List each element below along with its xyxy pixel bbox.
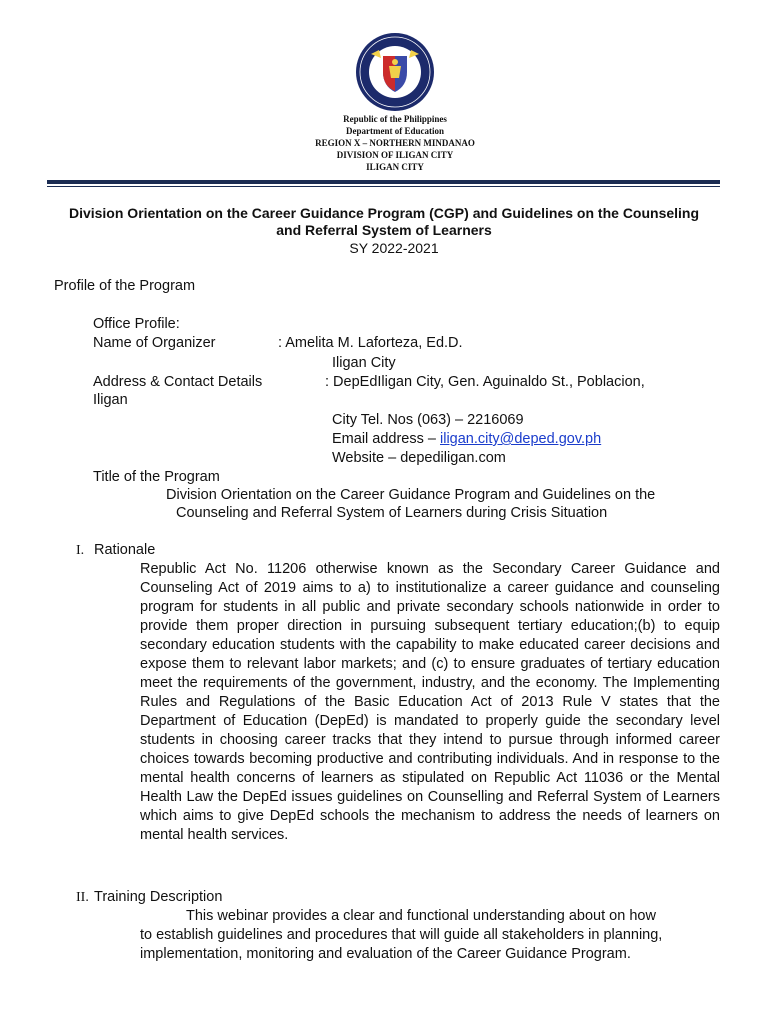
rationale-paragraph: Republic Act No. 11206 otherwise known as the Secondary Career Guidance and Counseling Act of 2019 aims to a) to institutionalize a career guidance and counseling program for students in all public and private secondary schools nationwide in order to provide them proper direction in pursuing subsequent tertiary education;(b) to equip secondary education students with the capability to make educated career decisions and expose them to relevant labor markets; and (c) to ensure graduates of tertiary education meet the requirements of the government, industry, and the economy. The Implementing Rules and Regulations of the Basic Education Act of 2013 Rule V states that the Department of Education (DepEd) is mandated to properly guide the secondary level students in choosing career tracks that they intend to pursue through informed career choices towards becoming productive and contributing individuals. And in response to the mental health concerns of learners as stipulated on Republic Act 11036 or the Mental Health Law the DepEd issues guidelines on Counselling and Referral System of Learners which aims to give DepEd schools the mechanism to address the needs of learners on mental health services.	[140, 561, 720, 843]
section2-number: II.	[76, 890, 89, 905]
website: Website – depediligan.com	[332, 450, 506, 466]
address-value: : DepEdIligan City, Gen. Aguinaldo St., Poblacion,	[325, 374, 645, 390]
document-title-line2: and Referral System of Learners	[276, 222, 492, 238]
school-year: SY 2022-2021	[349, 240, 439, 256]
letterhead-city: ILIGAN CITY	[366, 162, 424, 172]
training-line2: to establish guidelines and procedures that will guide all stakeholders in planning,	[140, 927, 663, 943]
program-title-label: Title of the Program	[93, 469, 220, 485]
telephone: City Tel. Nos (063) – 2216069	[332, 412, 524, 428]
address-label: Address & Contact Details	[93, 374, 263, 390]
organizer-city: Iligan City	[332, 355, 396, 371]
organizer-value: : Amelita M. Laforteza, Ed.D.	[278, 335, 463, 351]
letterhead-division: DIVISION OF ILIGAN CITY	[336, 150, 454, 160]
program-title-line2: Counseling and Referral System of Learners during Crisis Situation	[176, 505, 608, 521]
header-divider-thin	[47, 186, 720, 187]
letterhead-republic: Republic of the Philippines	[343, 114, 447, 124]
email-prefix: Email address –	[332, 431, 440, 447]
letterhead-region: REGION X – NORTHERN MINDANAO	[315, 138, 475, 148]
training-line3: implementation, monitoring and evaluation of the Career Guidance Program.	[140, 946, 631, 962]
email-link[interactable]: iligan.city@deped.gov.ph	[440, 431, 602, 447]
header-divider	[47, 180, 720, 184]
address-wrap: Iligan	[93, 392, 128, 408]
letterhead-department: Department of Education	[346, 126, 444, 136]
section2-heading: Training Description	[94, 889, 223, 905]
email-line	[332, 430, 601, 449]
profile-heading: Profile of the Program	[54, 278, 196, 294]
organizer-label: Name of Organizer	[93, 335, 216, 351]
deped-seal-logo	[355, 32, 435, 112]
program-title-line1: Division Orientation on the Career Guidance Program and Guidelines on the	[166, 487, 656, 503]
training-line1: This webinar provides a clear and functional understanding about on how	[186, 908, 656, 924]
office-profile-label: Office Profile:	[93, 316, 180, 332]
section1-heading: Rationale	[94, 542, 156, 558]
document-title-line1: Division Orientation on the Career Guidance Program (CGP) and Guidelines on the Counseling	[68, 205, 700, 221]
section1-number: I.	[76, 543, 85, 558]
